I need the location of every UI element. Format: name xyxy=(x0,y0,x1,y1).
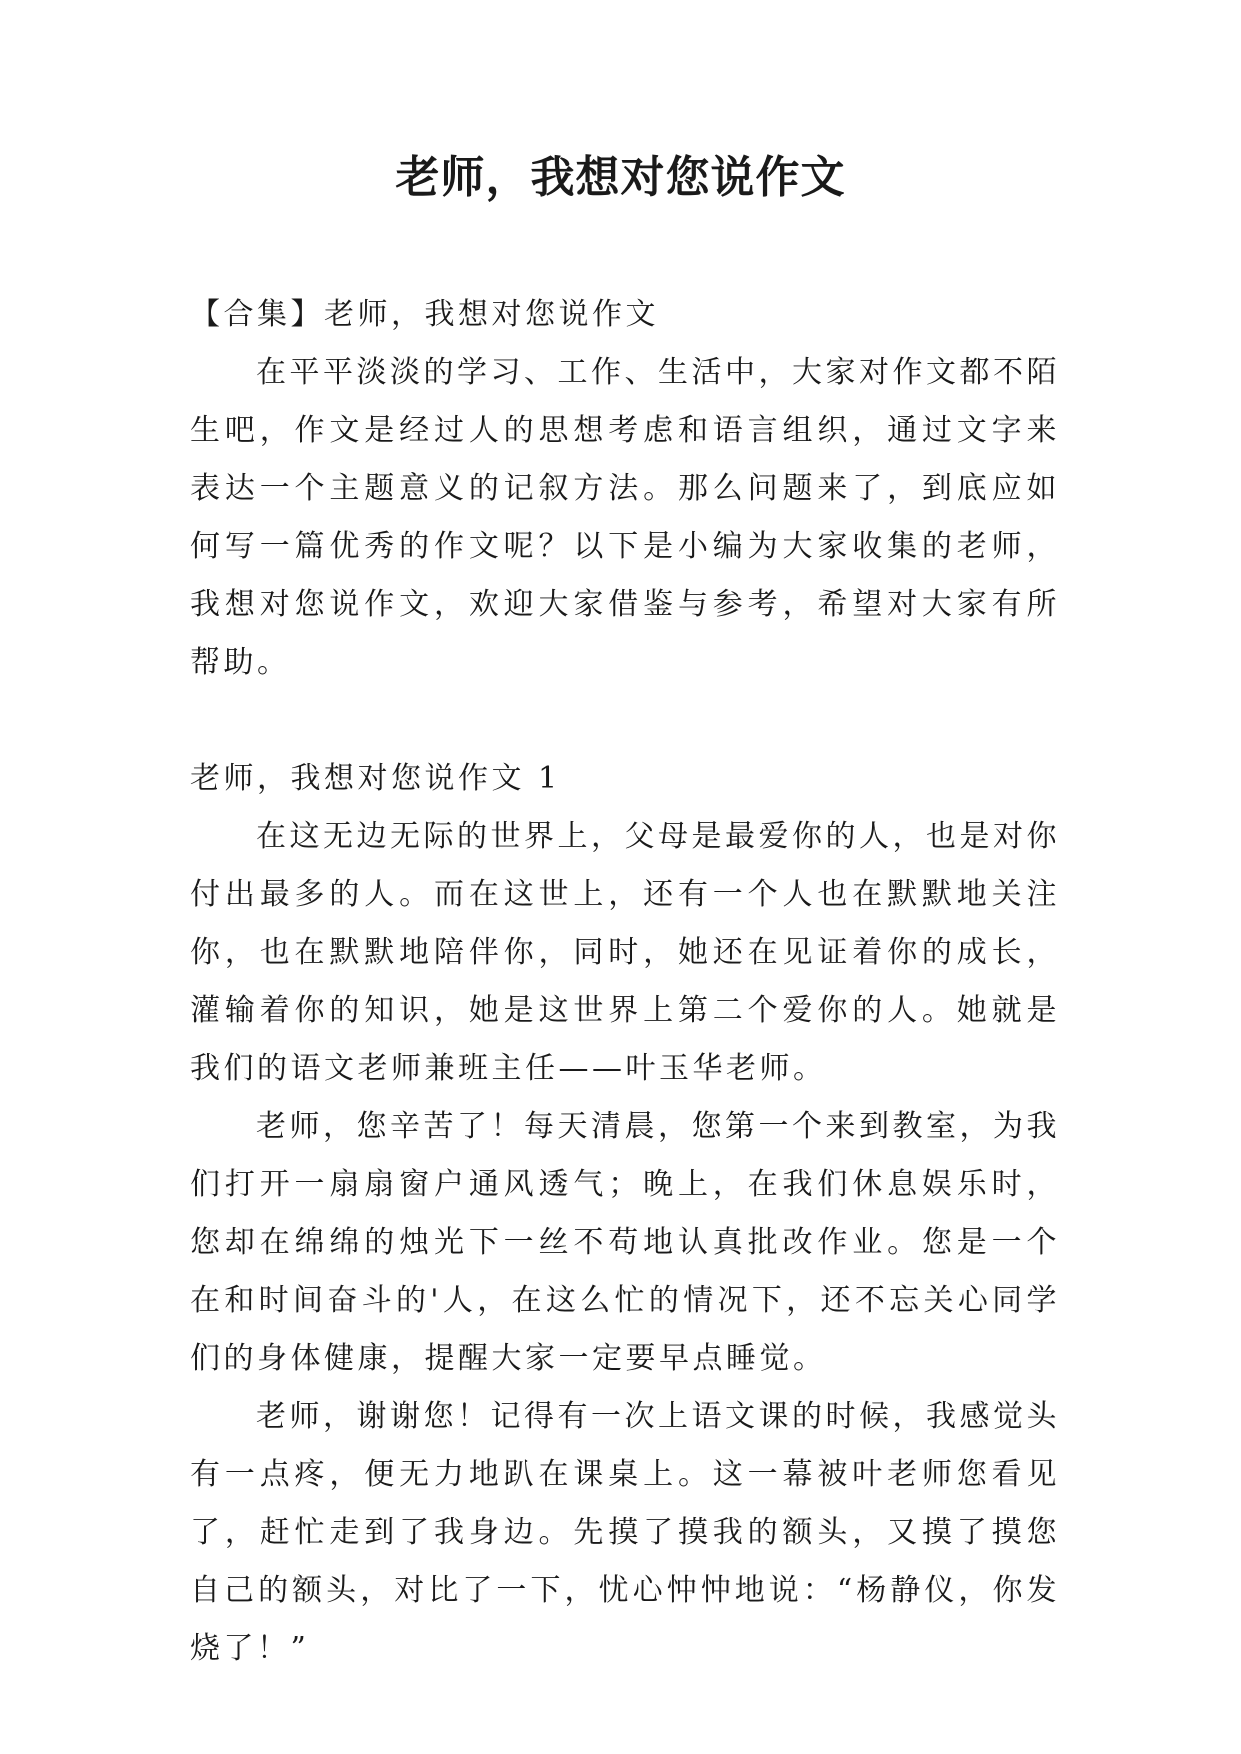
document-title: 老师，我想对您说作文 xyxy=(395,152,846,203)
intro-paragraph: 在平平淡淡的学习、工作、生活中，大家对作文都不陌生吧，作文是经过人的思想考虑和语言组织，通过文字来表达一个主题意义的记叙方法。那么问题来了，到底应如何写一篇优秀的作文呢？以下是小编为大家收集的老师，我想对您说作文，欢迎大家借鉴与参考，希望对大家有所帮助。 xyxy=(190,355,1060,680)
section-heading: 老师，我想对您说作文 1 xyxy=(190,761,561,796)
body-paragraph: 在这无边无际的世界上，父母是最爱你的人，也是对你付出最多的人。而在这世上，还有一个人也在默默地关注你，也在默默地陪伴你，同时，她还在见证着你的成长，灌输着你的知识，她是这世界上第二个爱你的人。她就是我们的语文老师兼班主任——叶玉华老师。 xyxy=(190,819,1060,1086)
document-body xyxy=(190,286,1060,1678)
section-spacer xyxy=(190,692,1060,750)
intro-heading: 【合集】老师，我想对您说作文 xyxy=(190,297,659,332)
body-paragraph: 老师，谢谢您！记得有一次上语文课的时候，我感觉头有一点疼，便无力地趴在课桌上。这一幕被叶老师您看见了，赶忙走到了我身边。先摸了摸我的额头，又摸了摸您自己的额头，对比了一下，忧心忡忡地说：“杨静仪，你发烧了！” xyxy=(190,1399,1060,1666)
body-paragraph: 老师，您辛苦了！每天清晨，您第一个来到教室，为我们打开一扇扇窗户通风透气；晚上，在我们休息娱乐时，您却在绵绵的烛光下一丝不苟地认真批改作业。您是一个在和时间奋斗的'人，在这么忙的情况下，还不忘关心同学们的身体健康，提醒大家一定要早点睡觉。 xyxy=(190,1109,1060,1376)
